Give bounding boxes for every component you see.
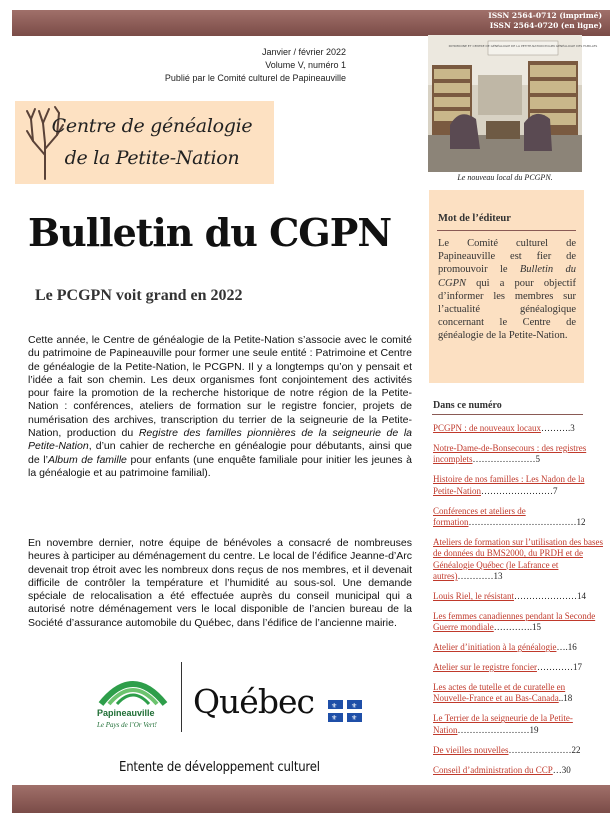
toc-item-dots: ……………………: [457, 724, 530, 735]
editor-text-a: Le Comité culturel de Papineauville est fier de promouvoir le: [438, 238, 576, 276]
p1-text-e: pour enfants (une enquête familiale pour initier les jeunes à la généalogie et au patrimoine familial).: [28, 453, 412, 479]
toc-item-dots: …………………: [508, 744, 572, 755]
toc-item-dots: …………: [457, 571, 494, 582]
svg-text:⚜: ⚜: [351, 702, 358, 710]
editor-text-c: qui a pour objectif d’informer les membres sur l’actualité généalogique concernant le Centre de généalogie de la Petite-Nation.: [438, 277, 576, 342]
toc-item-dots: …………………: [472, 454, 536, 465]
toc-item-page: 22: [571, 744, 581, 755]
logo-line-1: Centre de généalogie: [51, 115, 253, 137]
papineauville-logo: [93, 660, 173, 730]
toc-item-title[interactable]: Conseil d’administration du CCP: [433, 764, 553, 775]
article-paragraph-1: [28, 334, 412, 480]
toc-item-page: 15: [531, 622, 541, 633]
svg-text:⚜: ⚜: [351, 714, 358, 722]
article-subtitle: Le PCGPN voit grand en 2022: [35, 287, 243, 304]
toc-item[interactable]: [433, 474, 603, 497]
toc-item-dots: …: [552, 764, 562, 775]
toc-item-page: 3: [570, 423, 575, 433]
issue-date: Janvier / février 2022: [261, 47, 346, 57]
issn-print: ISSN 2564-0712 (imprimé): [488, 11, 602, 20]
toc-item[interactable]: [433, 506, 603, 529]
p1-text-a: Cette année, le Centre de généalogie de la Petite-Nation s’associe avec le comité du patrimoine de Papineauville pour former une seule entité : Patrimoine et Centre de généalogie de la Petite-Nation, le PCGPN. Il y a longtemps qu’on y pensait et l’idée a fait son chemin. Les deux organismes font conjointement des activités pour faire la promotion de la recherche historique de notre région de la Petite-Nation : conférences, ateliers de formation sur le registre foncier, projets de numérisation des archives, transcription du terrier de la seigneurie de la Petite-Nation, production du: [28, 334, 412, 440]
p1-italic-album: Album de famille: [47, 453, 127, 466]
toc-item[interactable]: [433, 443, 603, 466]
editor-note-box: [429, 190, 584, 383]
quebec-wordmark: Québec: [193, 682, 314, 721]
logo-line-2: de la Petite-Nation: [64, 147, 240, 169]
toc-item-title[interactable]: De vieilles nouvelles: [433, 744, 509, 755]
toc-item-page: 30: [561, 764, 571, 775]
toc-item-dots: …………: [536, 662, 573, 673]
toc-item-title[interactable]: Conférences et ateliers de formation: [433, 505, 526, 527]
bulletin-title: Bulletin du CGPN: [28, 210, 392, 255]
issue-publisher: Publié par le Comité culturel de Papineauville: [164, 73, 346, 83]
toc-item[interactable]: [433, 537, 603, 583]
logo-divider: [181, 662, 182, 732]
toc-heading: Dans ce numéro: [433, 400, 502, 411]
editor-heading: Mot de l’éditeur: [438, 213, 511, 224]
editor-rule: [437, 230, 576, 231]
toc-item-dots: …………………: [514, 590, 577, 601]
toc-item[interactable]: [433, 662, 603, 673]
toc-item[interactable]: [433, 591, 603, 602]
toc-item-page: 14: [577, 590, 586, 601]
toc-item-title[interactable]: Atelier sur le registre foncier: [433, 662, 537, 673]
toc-item-page: 7: [553, 485, 558, 496]
p1-italic-registre: Registre des familles pionnières de la seigneurie de la Petite-Nation: [28, 427, 413, 453]
issn-online: ISSN 2564-0720 (en ligne): [489, 21, 602, 30]
entente-label: Entente de développement culturel: [119, 760, 320, 775]
issn-block: [488, 11, 602, 31]
toc-item-dots: ………….: [493, 622, 532, 633]
toc-item-page: 17: [572, 662, 582, 673]
toc-item-dots: ….: [556, 642, 568, 653]
library-photo-illustration: [428, 35, 598, 172]
toc-item-page: 12: [576, 516, 586, 527]
toc-item-title[interactable]: Histoire de nos familles : Les Nadon de la Petite-Nation: [433, 474, 585, 496]
editor-italic-bulletin: Bulletin du CGPN: [438, 264, 576, 289]
toc-item-dots: ..: [558, 693, 564, 704]
toc-item-dots: ………………………………: [468, 516, 577, 527]
issue-volume: Volume V, numéro 1: [265, 60, 346, 70]
toc-item-page: 16: [567, 642, 577, 653]
toc-item[interactable]: [433, 611, 603, 634]
toc-item-title[interactable]: Les femmes canadiennes pendant la Seconde Guerre mondiale: [433, 610, 596, 633]
toc-item-title[interactable]: Ateliers de formation sur l’utilisation des bases de données du BMS2000, du PRDH et de Généalogie Québec (le Lafrance et autres): [433, 536, 603, 582]
toc-item-title[interactable]: Atelier d’initiation à la généalogie: [433, 642, 557, 653]
editor-text: [438, 237, 576, 343]
photo-caption: Le nouveau local du PCGPN.: [457, 173, 553, 182]
toc-item-title[interactable]: Les actes de tutelle et de curatelle en Nouvelle-France et au Bas-Canada: [433, 682, 566, 704]
papineauville-name: Papineauville: [97, 708, 155, 718]
toc-rule: [432, 414, 583, 415]
cgpn-logo: [15, 101, 274, 184]
wall-sign-text: PATRIMOINE ET CENTRE DE GÉNÉALOGIE DE LA PETITE-NATION PCGPN GÉNÉALOGIE DES FAMILLES: [448, 44, 598, 48]
toc-item-dots: ……….: [541, 423, 571, 433]
svg-text:⚜: ⚜: [331, 714, 338, 722]
toc-item[interactable]: [433, 682, 603, 705]
toc-item[interactable]: [433, 713, 603, 736]
table-of-contents: [433, 423, 603, 784]
toc-item-page: 5: [535, 454, 540, 465]
svg-text:⚜: ⚜: [331, 702, 338, 710]
toc-item-title[interactable]: PCGPN : de nouveaux locaux: [433, 423, 541, 433]
bottom-footer-bar: [12, 785, 610, 813]
toc-item-page: 18: [563, 693, 573, 704]
toc-item[interactable]: [433, 642, 603, 653]
new-local-photo: [428, 35, 598, 172]
toc-item-title[interactable]: Notre-Dame-de-Bonsecours : des registres incomplets: [433, 442, 587, 465]
toc-item-title[interactable]: Le Terrier de la seigneurie de la Petite-Nation: [433, 713, 573, 735]
toc-item[interactable]: [433, 765, 603, 776]
fleurdelise-flag-icon: [328, 700, 362, 722]
toc-item-page: 13: [493, 571, 503, 582]
toc-item[interactable]: [433, 423, 603, 434]
toc-item-dots: ……………………: [481, 485, 553, 496]
article-paragraph-2: En novembre dernier, notre équipe de bénévoles a consacré de nombreuses heures à participer au déménagement du centre. Le local de l’édifice Jeanne-d’Arc devenait trop étroit avec les nombreux dons reçus de nos membres, et il devenait difficile de contrôler la température et l’humidité au sous-sol. Une demande spéciale de relocalisation a été effectuée auprès du conseil municipal qui a autorisé notre déménagement vers le local disponible de l’ancien bureau de la Société d’assurance automobile du Québec, dans l’édifice de l’ancienne mairie.: [28, 537, 412, 629]
toc-item[interactable]: [433, 745, 603, 756]
issue-info: [120, 46, 346, 85]
toc-item-page: 19: [529, 724, 539, 735]
papineauville-tagline: Le Pays de l’Or Vert!: [97, 721, 157, 729]
toc-item-title[interactable]: Louis Riel, le résistant: [433, 590, 514, 601]
partner-logos: [93, 660, 383, 775]
p1-text-c: , d’un cahier de recherche en généalogie pour débutants, ainsi que de l’: [28, 440, 412, 466]
